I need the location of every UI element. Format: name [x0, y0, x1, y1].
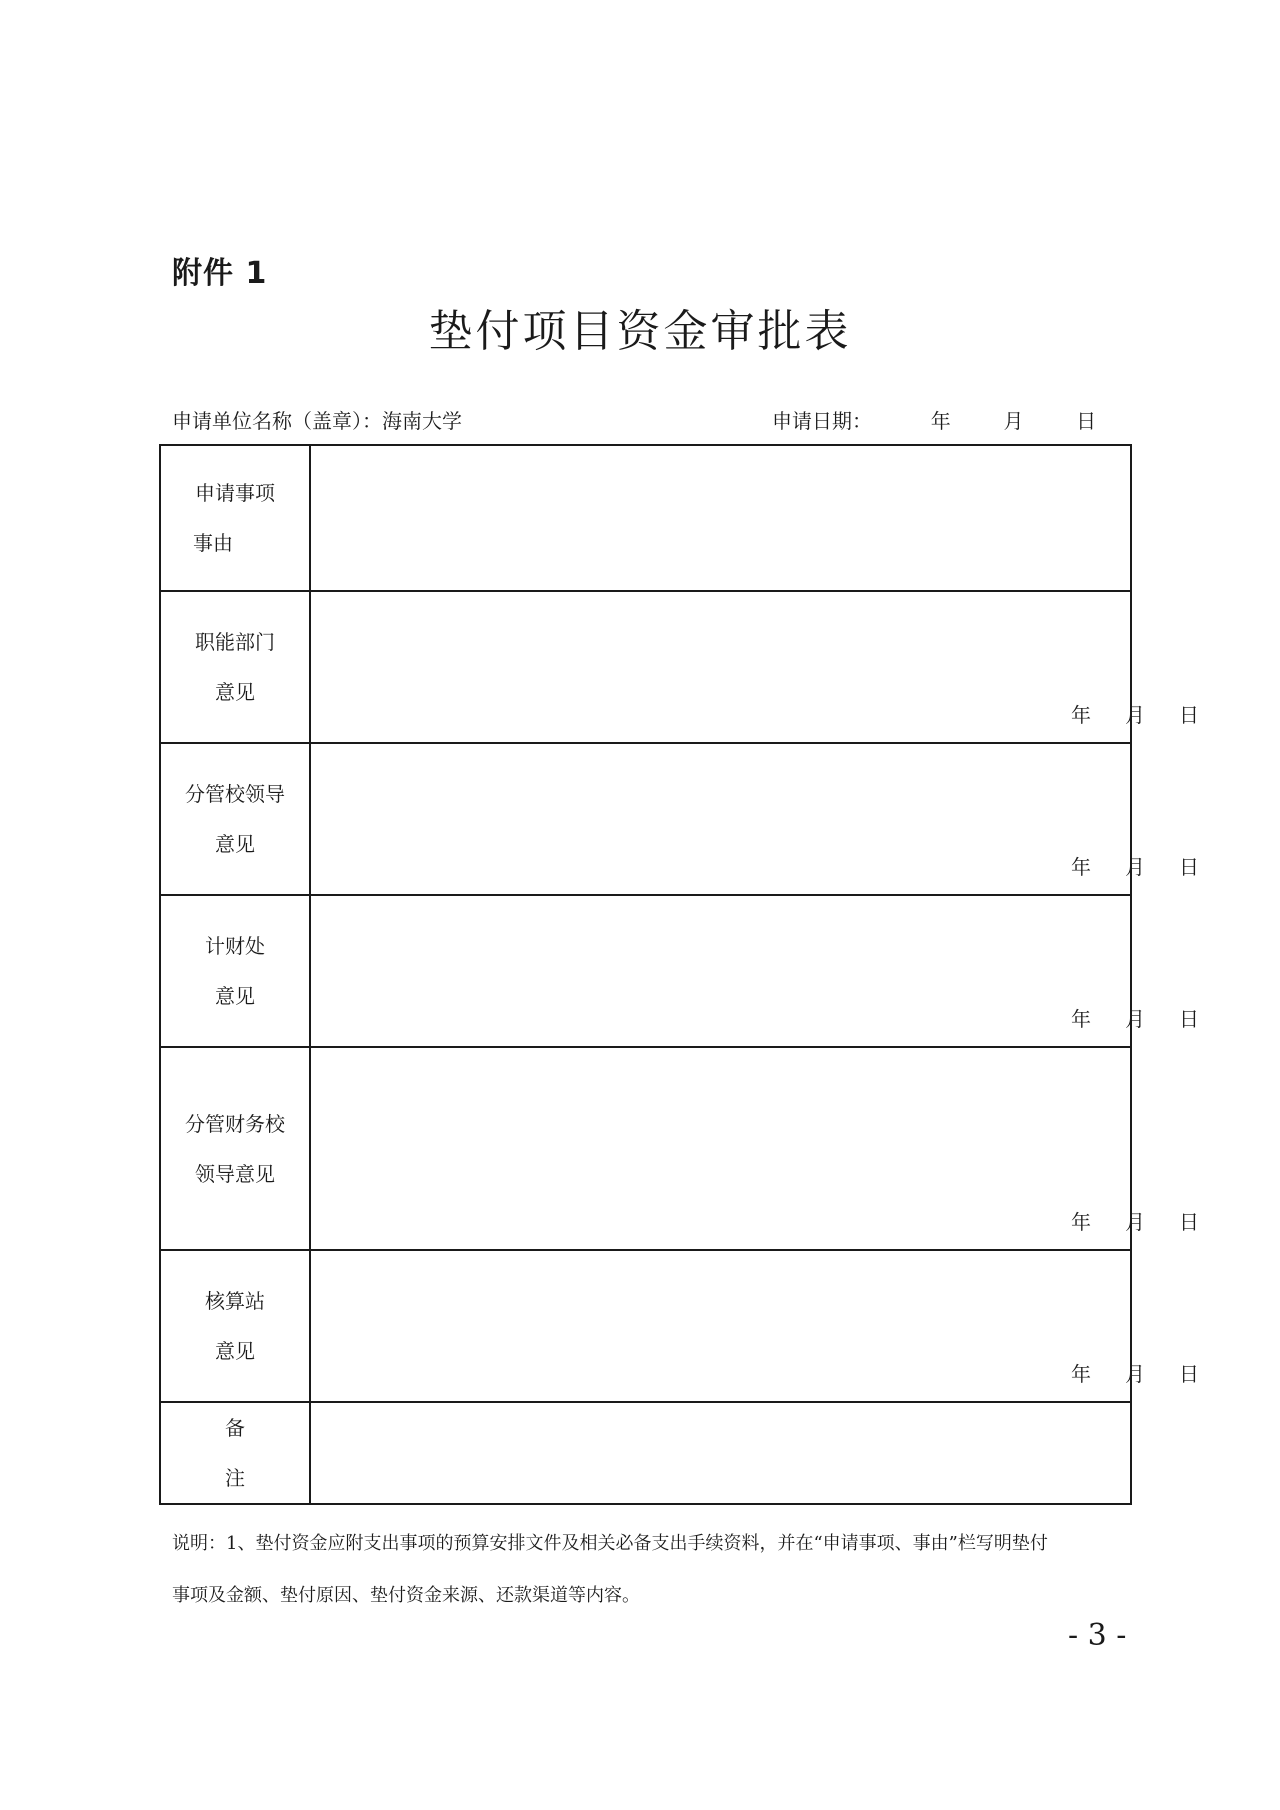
row-label-leader: 分管校领导 意见	[160, 743, 310, 895]
application-date-day: 日	[1076, 409, 1097, 433]
row-label-remarks: 备 注	[160, 1402, 310, 1504]
row-label-finance-leader: 分管财务校 领导意见	[160, 1047, 310, 1250]
document-title: 垫付项目资金审批表	[428, 306, 852, 357]
attachment-label: 附件 1	[172, 256, 268, 291]
application-reason-field[interactable]	[310, 445, 1131, 591]
department-opinion-field[interactable]	[310, 591, 1199, 743]
finance-office-opinion-field[interactable]	[310, 895, 1199, 1047]
instructions-note	[172, 1518, 1132, 1622]
date-stamp: 年 月 日	[1071, 1362, 1199, 1386]
accounting-opinion-field[interactable]	[310, 1250, 1199, 1402]
date-stamp: 年 月 日	[1071, 1007, 1199, 1031]
finance-leader-opinion-field[interactable]	[310, 1047, 1199, 1250]
row-label-department: 职能部门 意见	[160, 591, 310, 743]
row-label-accounting: 核算站 意见	[160, 1250, 310, 1402]
application-date-label: 申请日期：	[772, 409, 872, 433]
date-stamp: 年 月 日	[1071, 1210, 1199, 1234]
row-label-finance-office: 计财处 意见	[160, 895, 310, 1047]
remarks-field[interactable]	[310, 1402, 1131, 1504]
form-row-leader	[160, 743, 1131, 895]
leader-opinion-field[interactable]	[310, 743, 1199, 895]
form-row-accounting	[160, 1250, 1131, 1402]
application-date-month: 月	[1003, 409, 1024, 433]
application-date	[772, 405, 1096, 434]
form-row-remarks	[160, 1402, 1131, 1504]
page-number: - 3 -	[1068, 1618, 1127, 1653]
applicant-unit: 申请单位名称（盖章）：海南大学	[172, 409, 462, 433]
form-row-finance-office	[160, 895, 1131, 1047]
form-row-finance-leader	[160, 1047, 1131, 1250]
row-label-application: 申请事项 事由	[160, 445, 310, 591]
date-stamp: 年 月 日	[1071, 703, 1199, 727]
application-date-year: 年	[930, 409, 951, 433]
date-stamp: 年 月 日	[1071, 855, 1199, 879]
approval-form-table	[159, 444, 1199, 1505]
form-row-application	[160, 445, 1131, 591]
form-row-department	[160, 591, 1131, 743]
instructions-note-line1: 说明：1、垫付资金应附支出事项的预算安排文件及相关必备支出手续资料，并在“申请事项、事由”栏写明垫付	[172, 1533, 1048, 1554]
instructions-note-line2: 事项及金额、垫付原因、垫付资金来源、还款渠道等内容。	[172, 1585, 640, 1606]
